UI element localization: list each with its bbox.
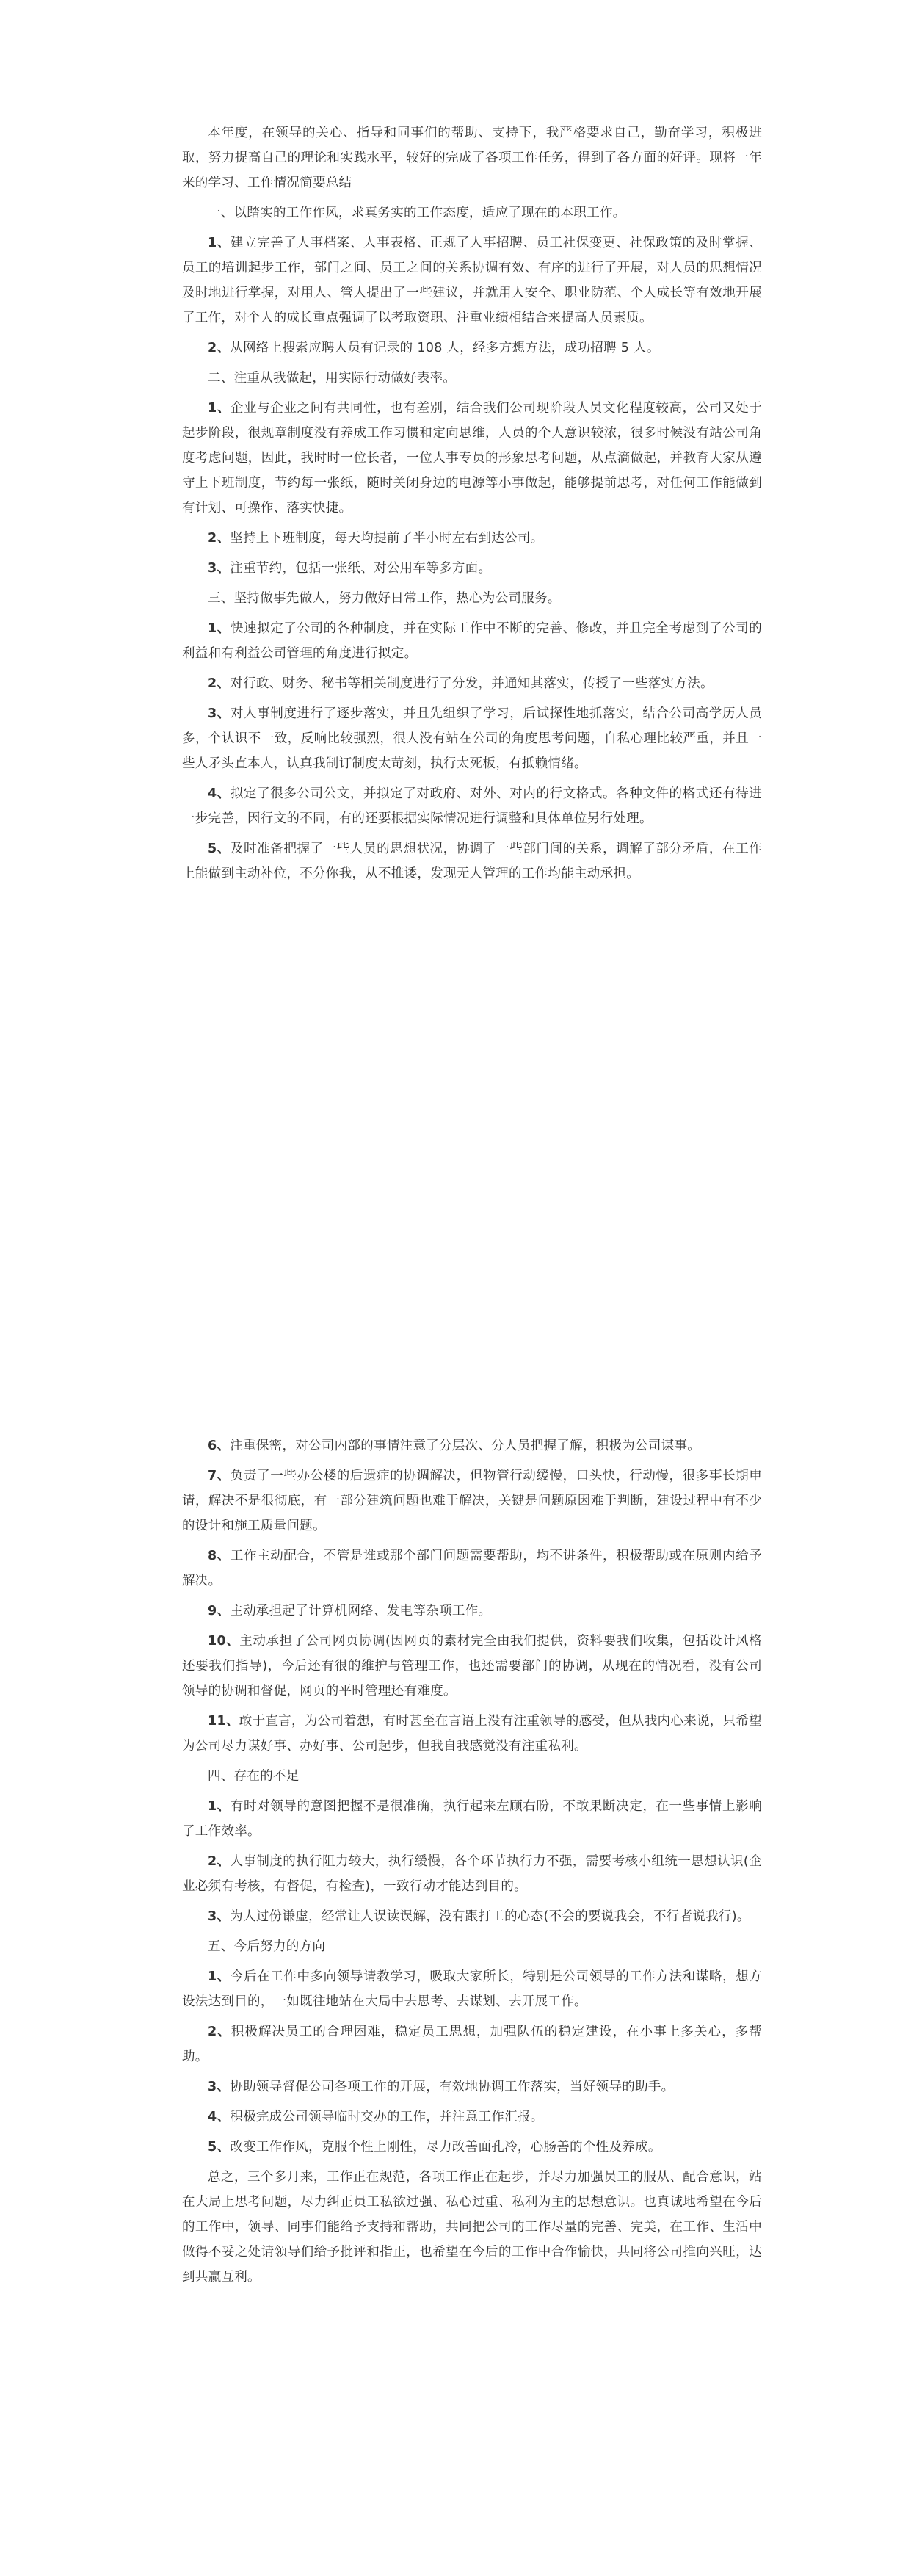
paragraph-text: 对行政、财务、秘书等相关制度进行了分发，并通知其落实，传授了一些落实方法。 — [230, 676, 714, 691]
paragraph-text: 及时准备把握了一些人员的思想状况，协调了一些部门间的关系，调解了部分矛盾，在工作上能做到主动补位，不分你我，从不推诿，发现无人管理的工作均能主动承担。 — [182, 842, 763, 881]
paragraph — [182, 1934, 762, 1959]
paragraph-text: 今后在工作中多向领导请教学习，吸取大家所长，特别是公司领导的工作方法和谋略，想方设法达到目的，一如既往地站在大局中去思考、去谋划、去开展工作。 — [182, 1969, 763, 2009]
item-number: 2、 — [208, 531, 231, 546]
paragraph-text: 一、以踏实的工作作风，求真务实的工作态度，适应了现在的本职工作。 — [208, 206, 626, 220]
paragraph-text: 敢于直言，为公司着想，有时甚至在言语上没有注重领导的感受，但从我内心来说，只希望为公司尽力谋好事、办好事、公司起步，但我自我感觉没有注重私利。 — [182, 1714, 762, 1754]
paragraph — [182, 616, 762, 666]
paragraph-text: 三、坚持做事先做人，努力做好日常工作，热心为公司服务。 — [208, 591, 561, 606]
text-block-2 — [182, 1433, 762, 2290]
paragraph-text: 主动承担了公司网页协调(因网页的素材完全由我们提供，资料要我们收集，包括设计风格还要我们指导)，今后还有很的维护与管理工作，也还需要部门的协调，从现在的情况看，没有公司领导的协调和督促，网页的平时管理还有难度。 — [182, 1634, 762, 1698]
item-number: 2、 — [208, 1854, 231, 1869]
paragraph-text: 总之，三个多月来，工作正在规范，各项工作正在起步，并尽力加强员工的服从、配合意识，站在大局上思考问题，尽力纠正员工私欲过强、私心过重、私利为主的思想意识。也真诚地希望在今后的工作中，领导、同事们能给予支持和帮助，共同把公司的工作尽量的完善、完美，在工作、生活中做得不妥之处请领导们给予批评和指正，也希望在今后的工作中合作愉快，共同将公司推向兴旺，达到共赢互利。 — [182, 2170, 762, 2284]
paragraph-text: 主动承担起了计算机网络、发电等杂项工作。 — [230, 1604, 492, 1618]
paragraph — [182, 200, 762, 225]
paragraph-text: 人事制度的执行阻力较大，执行缓慢，各个环节执行力不强，需要考核小组统一思想认识(企业必须有考核，有督促，有检查)，一致行动才能达到目的。 — [182, 1854, 762, 1894]
item-number: 10、 — [208, 1634, 240, 1649]
paragraph — [182, 1629, 762, 1704]
paragraph — [182, 556, 762, 581]
paragraph — [182, 1849, 762, 1899]
item-number: 5、 — [208, 842, 231, 856]
paragraph — [182, 1764, 762, 1789]
item-number: 6、 — [208, 1439, 231, 1453]
paragraph-text: 注重保密，对公司内部的事情注意了分层次、分人员把握了解，积极为公司谋事。 — [230, 1439, 701, 1453]
item-number: 3、 — [208, 706, 231, 721]
paragraph — [182, 1464, 762, 1538]
paragraph-text: 注重节约，包括一张纸、对公用车等多方面。 — [230, 561, 492, 576]
paragraph — [182, 1794, 762, 1844]
paragraph — [182, 1709, 762, 1759]
item-number: 7、 — [208, 1469, 231, 1483]
paragraph — [182, 231, 762, 330]
item-number: 4、 — [208, 2110, 231, 2124]
item-number: 2、 — [208, 2025, 231, 2039]
paragraph-text: 有时对领导的意图把握不是很准确，执行起来左顾右盼，不敢果断决定，在一些事情上影响了工作效率。 — [182, 1799, 763, 1839]
paragraph — [182, 2135, 762, 2160]
paragraph — [182, 781, 762, 831]
item-number: 8、 — [208, 1549, 231, 1563]
paragraph-text: 工作主动配合，不管是谁或那个部门问题需要帮助，均不讲条件，积极帮助或在原则内给予解决。 — [182, 1549, 763, 1588]
paragraph — [182, 366, 762, 391]
paragraph-text: 快速拟定了公司的各种制度，并在实际工作中不断的完善、修改，并且完全考虑到了公司的利益和有利益公司管理的角度进行拟定。 — [182, 621, 763, 661]
paragraph-text: 从网络上搜索应聘人员有记录的 108 人，经多方想方法，成功招聘 5 人。 — [230, 341, 660, 355]
paragraph — [182, 2105, 762, 2130]
paragraph — [182, 671, 762, 696]
paragraph — [182, 1904, 762, 1929]
item-number: 1、 — [208, 236, 231, 250]
item-number: 1、 — [208, 401, 231, 416]
paragraph-text: 四、存在的不足 — [208, 1769, 300, 1784]
paragraph — [182, 586, 762, 611]
item-number: 9、 — [208, 1604, 231, 1618]
item-number: 2、 — [208, 676, 231, 691]
item-number: 3、 — [208, 561, 231, 576]
paragraph-text: 积极解决员工的合理困难，稳定员工思想，加强队伍的稳定建设，在小事上多关心，多帮助。 — [182, 2025, 762, 2064]
item-number: 1、 — [208, 1799, 231, 1814]
paragraph — [182, 2074, 762, 2099]
paragraph-text: 改变工作作风，克服个性上刚性，尽力改善面孔冷，心肠善的个性及养成。 — [230, 2140, 661, 2154]
item-number: 11、 — [208, 1714, 239, 1729]
paragraph — [182, 836, 762, 886]
paragraph — [182, 526, 762, 551]
paragraph — [182, 1599, 762, 1624]
paragraph-text: 企业与企业之间有共同性，也有差别，结合我们公司现阶段人员文化程度较高，公司又处于起步阶段，很规章制度没有养成工作习惯和定向思维，人员的个人意识较浓，很多时候没有站公司角度考虑问题，因此，我时时一位长者，一位人事专员的形象思考问题，从点滴做起，并教育大家从遵守上下班制度，节约每一张纸，随时关闭身边的电源等小事做起，能够提前思考，对任何工作能做到有计划、可操作、落实快捷。 — [182, 401, 763, 515]
paragraph — [182, 396, 762, 521]
item-number: 4、 — [208, 786, 231, 801]
paragraph-text: 坚持上下班制度，每天均提前了半小时左右到达公司。 — [230, 531, 544, 546]
paragraph-text: 本年度，在领导的关心、指导和同事们的帮助、支持下，我严格要求自己，勤奋学习，积极进取，努力提高自己的理论和实践水平，较好的完成了各项工作任务，得到了各方面的好评。现将一年来的学习、工作情况简要总结 — [182, 126, 762, 190]
item-number: 3、 — [208, 2080, 231, 2094]
paragraph — [182, 1964, 762, 2014]
paragraph-text: 对人事制度进行了逐步落实，并且先组织了学习，后试探性地抓落实，结合公司高学历人员多，个认识不一致，反响比较强烈，很人没有站在公司的角度思考问题，自私心理比较严重，并且一些人矛头直本人，认真我制订制度太苛刻，执行太死板，有抵赖情绪。 — [182, 706, 763, 771]
item-number: 1、 — [208, 621, 231, 636]
paragraph — [182, 336, 762, 361]
paragraph-text: 拟定了很多公司公文，并拟定了对政府、对外、对内的行文格式。各种文件的格式还有待进一步完善，因行文的不同，有的还要根据实际情况进行调整和具体单位另行处理。 — [182, 786, 763, 826]
paragraph-text: 五、今后努力的方向 — [208, 1939, 326, 1954]
paragraph — [182, 2019, 762, 2069]
item-number: 3、 — [208, 1909, 231, 1924]
paragraph-text: 为人过份谦虚，经常让人误读误解，没有跟打工的心态(不会的要说我会，不行者说我行)。 — [230, 1909, 750, 1924]
paragraph-text: 负责了一些办公楼的后遗症的协调解决，但物管行动缓慢，口头快，行动慢，很多事长期申请，解决不是很彻底，有一部分建筑问题也难于解决，关键是问题原因难于判断，建设过程中有不少的设计和施工质量问题。 — [182, 1469, 763, 1533]
paragraph-text: 二、注重从我做起，用实际行动做好表率。 — [208, 371, 457, 386]
paragraph — [182, 1433, 762, 1458]
paragraph — [182, 701, 762, 776]
item-number: 1、 — [208, 1969, 231, 1984]
paragraph-text: 积极完成公司领导临时交办的工作，并注意工作汇报。 — [230, 2110, 544, 2124]
text-block-1 — [182, 120, 762, 886]
paragraph-text: 建立完善了人事档案、人事表格、正规了人事招聘、员工社保变更、社保政策的及时掌握、员工的培训起步工作，部门之间、员工之间的关系协调有效、有序的进行了开展，对人员的思想情况及时地进行掌握，对用人、管人提出了一些建议，并就用人安全、职业防范、个人成长等有效地开展了工作，对个人的成长重点强调了以考取资职、注重业绩相结合来提高人员素质。 — [182, 236, 763, 325]
paragraph-text: 协助领导督促公司各项工作的开展，有效地协调工作落实，当好领导的助手。 — [230, 2080, 675, 2094]
item-number: 5、 — [208, 2140, 231, 2154]
paragraph — [182, 2165, 762, 2290]
paragraph — [182, 1544, 762, 1593]
item-number: 2、 — [208, 341, 231, 355]
paragraph — [182, 120, 762, 195]
